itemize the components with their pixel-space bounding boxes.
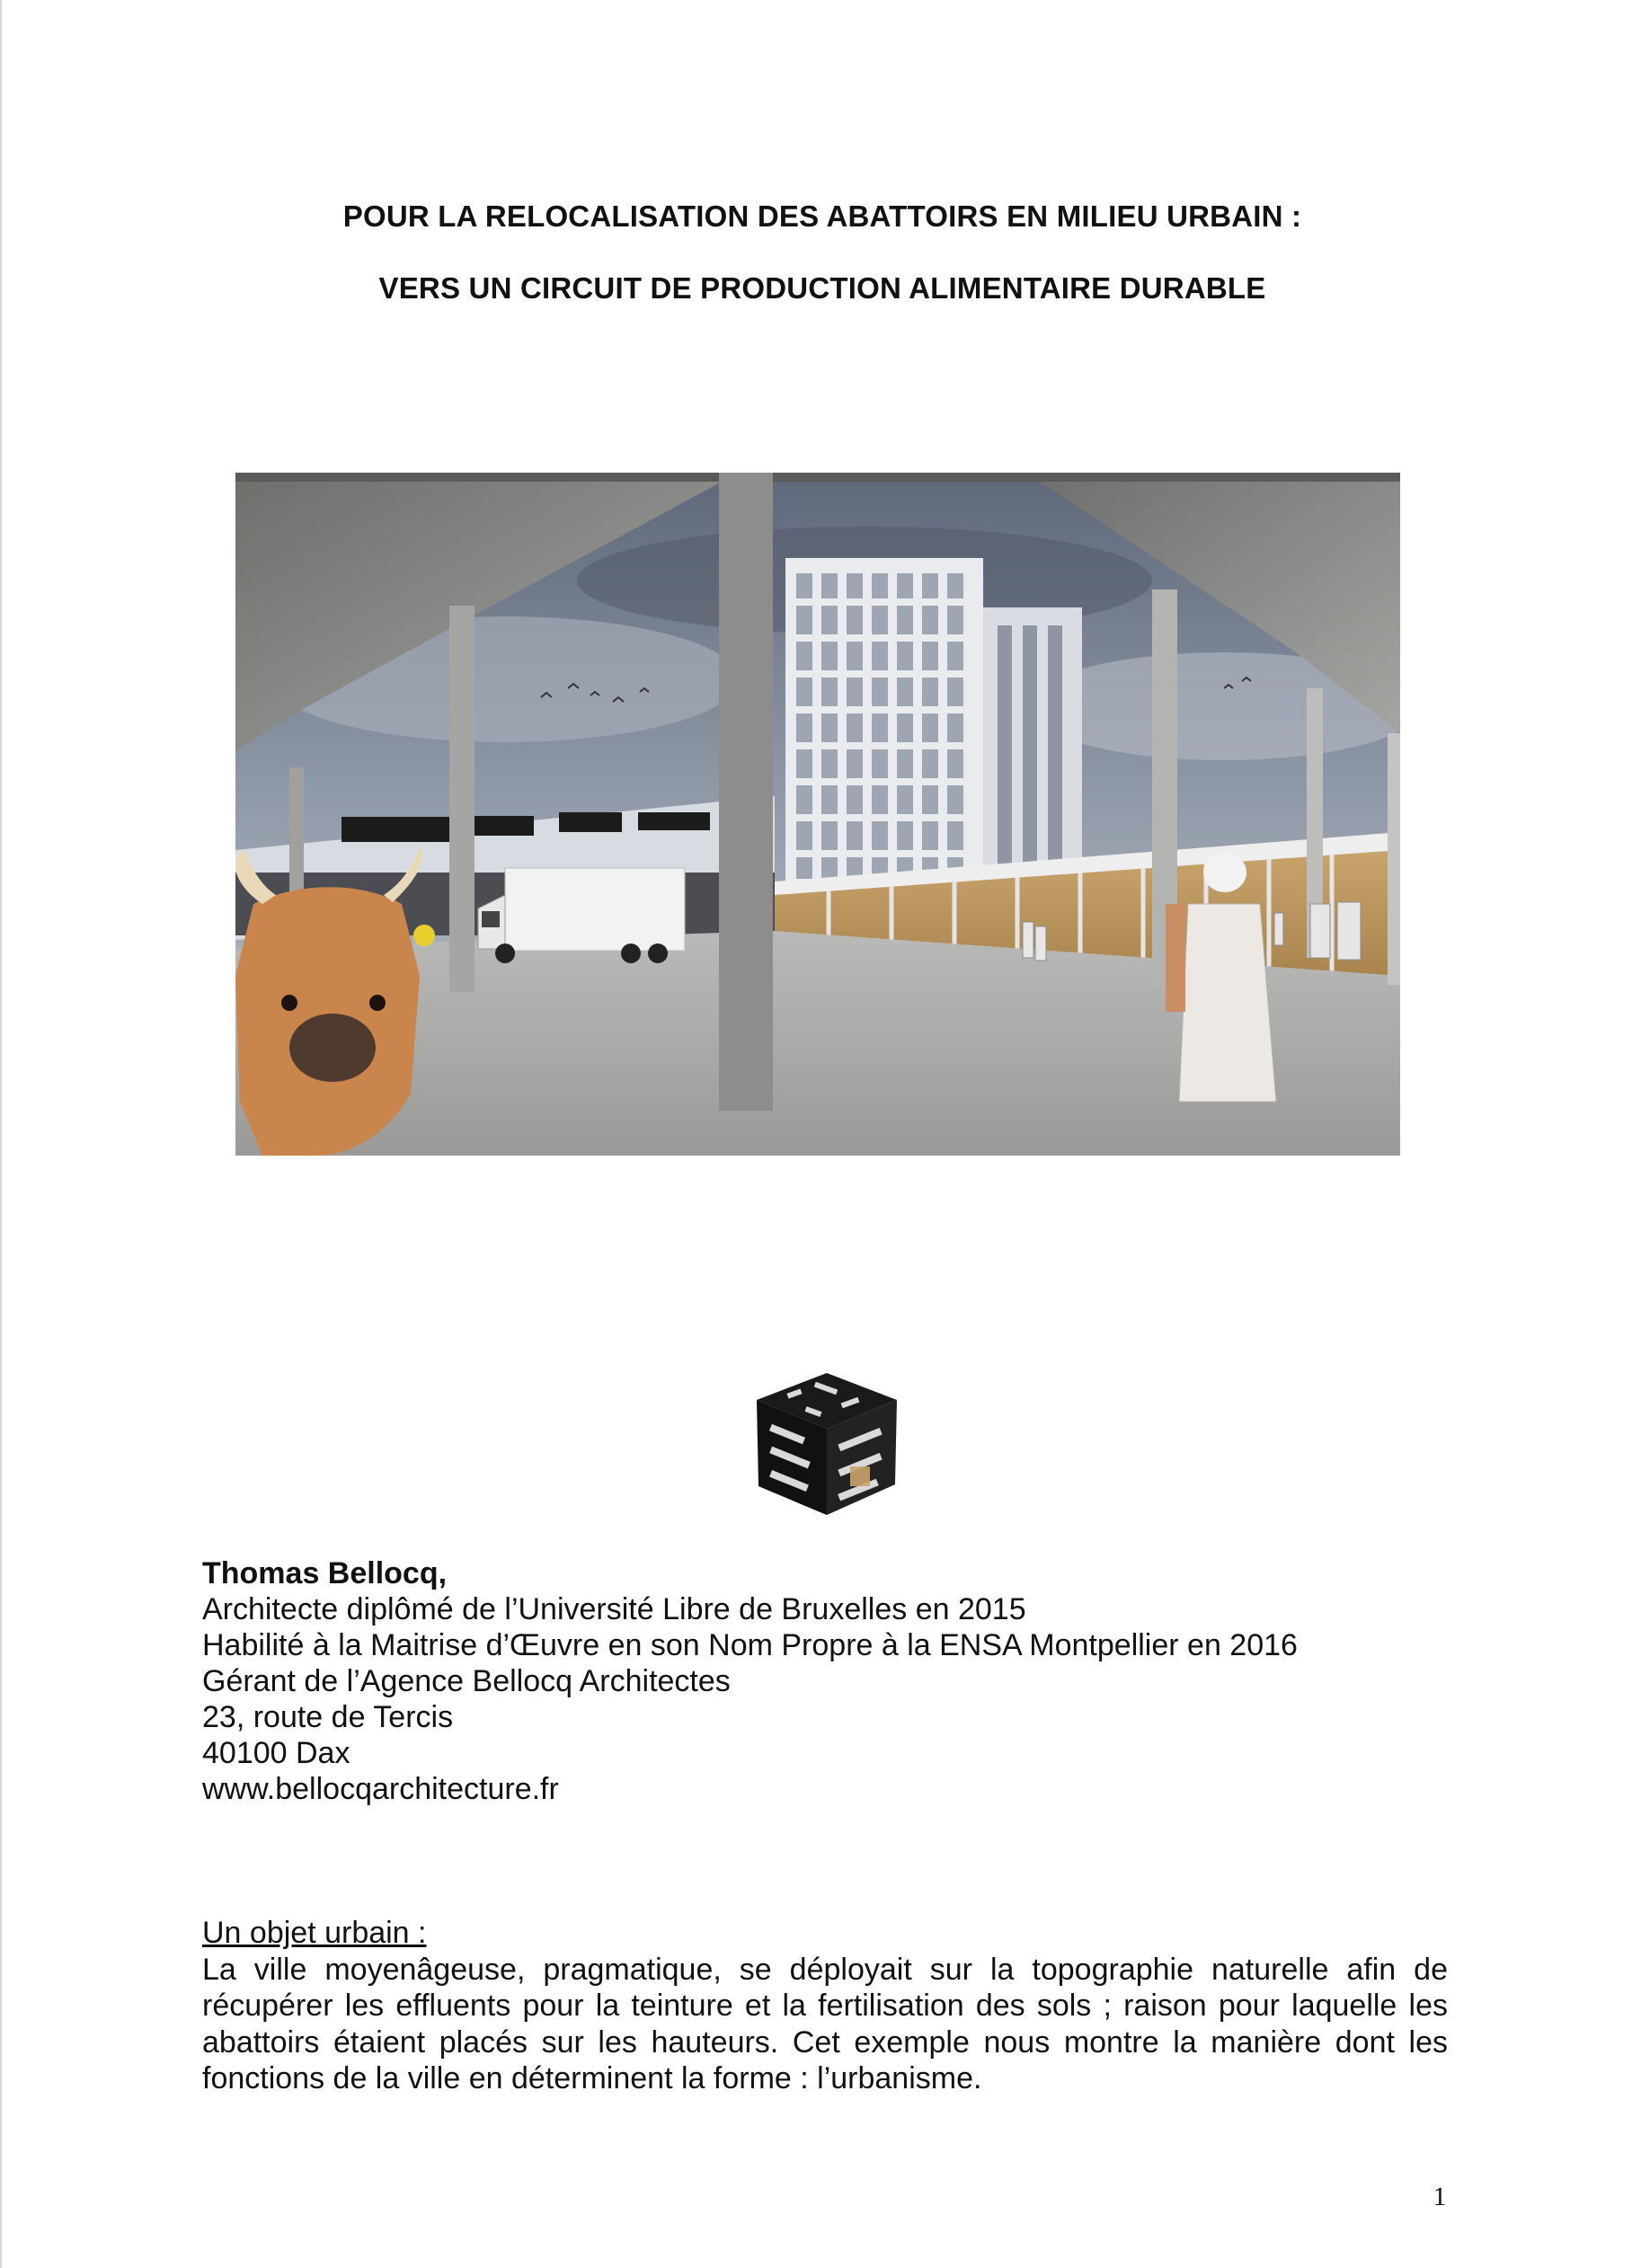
page-number: 1 [1433, 2182, 1447, 2211]
document-title-line-2: VERS UN CIRCUIT DE PRODUCTION ALIMENTAIRE DURABLE [378, 271, 1266, 305]
section-heading: Un objet urbain : [202, 1916, 427, 1950]
section-body-paragraph: La ville moyenâgeuse, pragmatique, se déployait sur la topographie naturelle afin de récupérer les effluents pour la teinture et la fertilisation des sols ; raison pour laquelle les abattoirs étaient placés sur les hauteurs. Cet exemple nous montre la manière dont les fonctions de la ville en déterminent la forme : l’urbanisme. [202, 1952, 1448, 2095]
author-line-city: 40100 Dax [202, 1736, 350, 1770]
architectural-rendering-image [235, 473, 1400, 1156]
cube-logo-icon [751, 1368, 902, 1520]
author-line-degree: Architecte diplômé de l’Université Libre de Bruxelles en 2015 [202, 1592, 1026, 1626]
section-urban-object [202, 1915, 1448, 2097]
author-name: Thomas Bellocq, [202, 1556, 448, 1590]
author-line-agency: Gérant de l’Agence Bellocq Architectes [202, 1664, 731, 1698]
document-title-line-1: POUR LA RELOCALISATION DES ABATTOIRS EN MILIEU URBAIN : [342, 199, 1302, 233]
author-line-street: 23, route de Tercis [202, 1700, 454, 1734]
author-line-habilitation: Habilité à la Maitrise d’Œuvre en son Nom Propre à la ENSA Montpellier en 2016 [202, 1628, 1298, 1662]
author-website-link[interactable]: www.bellocqarchitecture.fr [202, 1772, 559, 1806]
author-block [202, 1555, 1460, 1807]
